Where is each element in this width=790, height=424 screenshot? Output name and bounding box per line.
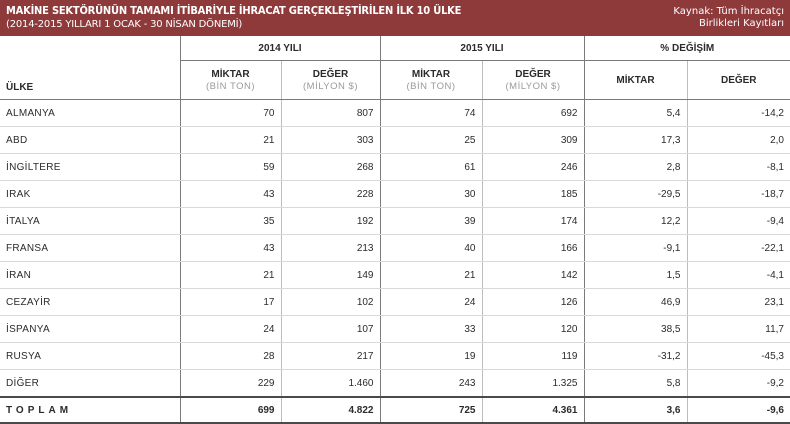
cell-change-value: -4,1 (687, 262, 790, 289)
total-2014-qty: 699 (180, 397, 281, 423)
cell-2015-qty: 30 (380, 181, 482, 208)
table-row (0, 370, 790, 398)
cell-change-value: -22,1 (687, 235, 790, 262)
cell-country: ALMANYA (0, 100, 180, 127)
cell-2014-qty: 21 (180, 127, 281, 154)
cell-change-value: 23,1 (687, 289, 790, 316)
header-2015-qty (380, 61, 482, 100)
cell-2014-qty: 28 (180, 343, 281, 370)
cell-country: İTALYA (0, 208, 180, 235)
cell-2015-qty: 19 (380, 343, 482, 370)
cell-country: CEZAYİR (0, 289, 180, 316)
cell-2014-qty: 21 (180, 262, 281, 289)
table-row (0, 154, 790, 181)
cell-country: FRANSA (0, 235, 180, 262)
header-2015-qty-unit: (BİN TON) (406, 80, 456, 92)
cell-2015-value: 119 (482, 343, 584, 370)
cell-2014-qty: 70 (180, 100, 281, 127)
cell-2015-value: 120 (482, 316, 584, 343)
cell-2014-value: 149 (281, 262, 380, 289)
cell-2014-qty: 35 (180, 208, 281, 235)
table-row (0, 316, 790, 343)
total-row (0, 397, 790, 423)
cell-2014-value: 807 (281, 100, 380, 127)
cell-2014-qty: 17 (180, 289, 281, 316)
cell-change-qty: 2,8 (584, 154, 687, 181)
total-2015-value: 4.361 (482, 397, 584, 423)
source-note (614, 6, 784, 30)
total-change-value: -9,6 (687, 397, 790, 423)
cell-change-value: -8,1 (687, 154, 790, 181)
cell-2014-value: 1.460 (281, 370, 380, 398)
cell-2015-value: 166 (482, 235, 584, 262)
table-row (0, 208, 790, 235)
cell-change-qty: 5,4 (584, 100, 687, 127)
cell-2014-qty: 229 (180, 370, 281, 398)
cell-change-value: -14,2 (687, 100, 790, 127)
cell-change-qty: 17,3 (584, 127, 687, 154)
table-row (0, 181, 790, 208)
cell-2015-value: 142 (482, 262, 584, 289)
header-country: ÜLKE (0, 36, 180, 100)
cell-change-qty: 5,8 (584, 370, 687, 398)
cell-change-qty: -31,2 (584, 343, 687, 370)
cell-country: İNGİLTERE (0, 154, 180, 181)
source-line-2: Birlikleri Kayıtları (698, 18, 784, 29)
cell-2015-qty: 243 (380, 370, 482, 398)
header-change: % DEĞİŞİM (584, 36, 790, 61)
cell-2014-qty: 24 (180, 316, 281, 343)
table-row (0, 343, 790, 370)
cell-2014-value: 217 (281, 343, 380, 370)
cell-2015-value: 692 (482, 100, 584, 127)
cell-country: ABD (0, 127, 180, 154)
cell-change-value: -18,7 (687, 181, 790, 208)
cell-change-qty: -9,1 (584, 235, 687, 262)
table-title-banner (0, 0, 790, 36)
header-2014-qty-unit: (BİN TON) (205, 80, 255, 92)
cell-country: İRAN (0, 262, 180, 289)
cell-2015-qty: 74 (380, 100, 482, 127)
cell-2015-qty: 39 (380, 208, 482, 235)
cell-country: RUSYA (0, 343, 180, 370)
cell-2015-qty: 25 (380, 127, 482, 154)
cell-change-qty: -29,5 (584, 181, 687, 208)
cell-2014-qty: 43 (180, 235, 281, 262)
table-row (0, 100, 790, 127)
cell-2015-value: 174 (482, 208, 584, 235)
cell-2015-qty: 24 (380, 289, 482, 316)
total-change-qty: 3,6 (584, 397, 687, 423)
cell-change-qty: 12,2 (584, 208, 687, 235)
header-2014-value-unit: (MİLYON $) (303, 80, 358, 92)
cell-2014-value: 303 (281, 127, 380, 154)
table-row (0, 289, 790, 316)
header-2014-qty-label: MİKTAR (211, 68, 250, 80)
table-title: MAKİNE SEKTÖRÜNÜN TAMAMI İTİBARİYLE İHRACAT GERÇEKLEŞTİRİLEN İLK 10 ÜLKE (6, 4, 462, 17)
cell-change-value: 2,0 (687, 127, 790, 154)
cell-2014-value: 213 (281, 235, 380, 262)
cell-2015-qty: 33 (380, 316, 482, 343)
total-label: TOPLAM (0, 397, 180, 423)
cell-2015-value: 126 (482, 289, 584, 316)
cell-2015-qty: 21 (380, 262, 482, 289)
cell-change-qty: 38,5 (584, 316, 687, 343)
cell-2014-value: 107 (281, 316, 380, 343)
table-subtitle: (2014-2015 YILLARI 1 OCAK - 30 NİSAN DÖNEMİ) (6, 19, 243, 30)
header-change-qty: MİKTAR (584, 61, 687, 100)
cell-change-value: -9,2 (687, 370, 790, 398)
export-table (0, 36, 790, 424)
cell-2014-value: 192 (281, 208, 380, 235)
table-row (0, 127, 790, 154)
cell-2014-qty: 59 (180, 154, 281, 181)
header-2014-value (281, 61, 380, 100)
header-2014-qty (180, 61, 281, 100)
cell-change-qty: 46,9 (584, 289, 687, 316)
cell-2015-value: 309 (482, 127, 584, 154)
cell-change-value: -45,3 (687, 343, 790, 370)
cell-2015-qty: 61 (380, 154, 482, 181)
header-2014: 2014 YILI (180, 36, 380, 61)
cell-2015-value: 185 (482, 181, 584, 208)
cell-country: İSPANYA (0, 316, 180, 343)
total-2015-qty: 725 (380, 397, 482, 423)
header-row-groups (0, 36, 790, 61)
table-row (0, 235, 790, 262)
cell-2014-value: 268 (281, 154, 380, 181)
cell-2014-value: 228 (281, 181, 380, 208)
table-row (0, 262, 790, 289)
cell-country: IRAK (0, 181, 180, 208)
header-2015-value-label: DEĞER (515, 68, 551, 80)
header-2015-qty-label: MİKTAR (411, 68, 451, 80)
header-2015-value (482, 61, 584, 100)
cell-2014-qty: 43 (180, 181, 281, 208)
cell-change-value: 11,7 (687, 316, 790, 343)
cell-2015-value: 1.325 (482, 370, 584, 398)
header-2014-value-label: DEĞER (312, 68, 349, 80)
cell-2014-value: 102 (281, 289, 380, 316)
total-2014-value: 4.822 (281, 397, 380, 423)
cell-country: DİĞER (0, 370, 180, 398)
header-change-value: DEĞER (687, 61, 790, 100)
cell-2015-value: 246 (482, 154, 584, 181)
source-line-1: Kaynak: Tüm İhracatçı (673, 6, 784, 17)
cell-change-qty: 1,5 (584, 262, 687, 289)
header-2015-value-unit: (MİLYON $) (505, 80, 561, 92)
cell-change-value: -9,4 (687, 208, 790, 235)
header-2015: 2015 YILI (380, 36, 584, 61)
cell-2015-qty: 40 (380, 235, 482, 262)
